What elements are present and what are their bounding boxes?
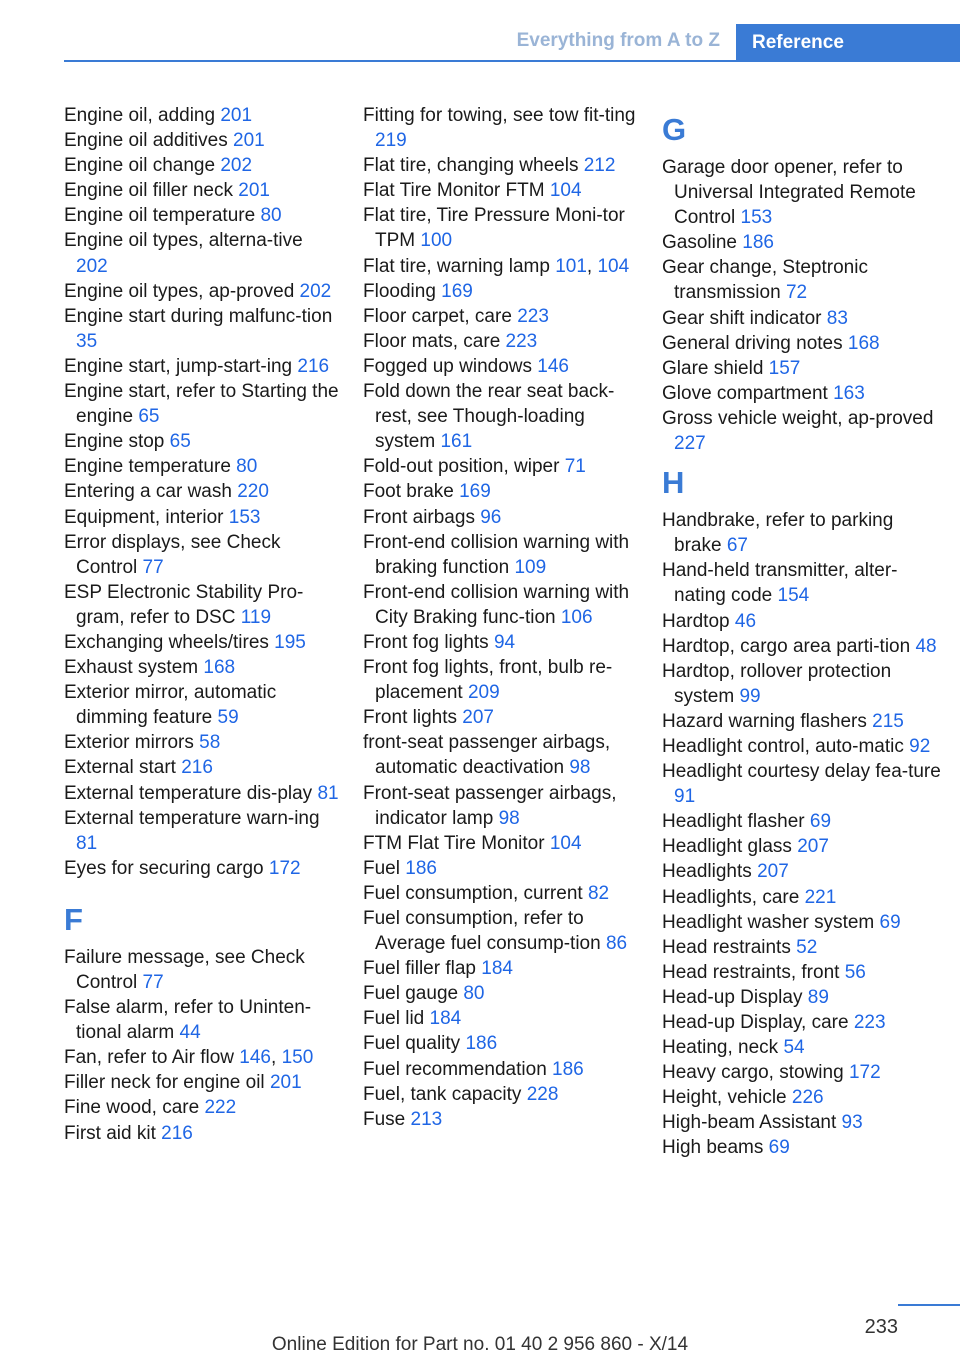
index-entry	[363, 479, 638, 504]
page-link[interactable]: 186	[465, 1033, 498, 1055]
index-entry	[662, 1060, 942, 1085]
index-term: Engine oil temperature	[64, 205, 256, 227]
page-link[interactable]: 81	[76, 832, 98, 854]
page-link[interactable]: 154	[777, 585, 810, 607]
page-link[interactable]: 201	[269, 1072, 302, 1094]
index-entry	[64, 279, 339, 304]
index-term: Front-end collision warning with City Braking func-tion	[363, 581, 630, 628]
index-entry	[363, 981, 638, 1006]
index-entry	[363, 354, 638, 379]
index-term: Exhaust system	[64, 657, 199, 679]
index-entry	[64, 429, 339, 454]
index-term: High-beam Assistant	[662, 1112, 837, 1134]
index-entry	[662, 734, 942, 759]
index-entry	[662, 659, 942, 709]
index-entry	[363, 1006, 638, 1031]
index-entry	[662, 709, 942, 734]
index-entry	[662, 1085, 942, 1110]
index-term: Engine oil change	[64, 155, 216, 177]
page-link[interactable]: 223	[517, 305, 549, 327]
index-term: Engine stop	[64, 431, 165, 453]
page-link[interactable]: 223	[853, 1012, 886, 1033]
index-term: Fitting for towing, see tow fit-ting	[363, 105, 636, 126]
section-letter: G	[662, 112, 687, 147]
page-link[interactable]: 56	[844, 961, 866, 983]
page-link[interactable]: 216	[297, 355, 330, 377]
section-title: Everything from A to Z	[516, 30, 720, 51]
page-link[interactable]: 207	[757, 861, 789, 883]
page-link[interactable]: 104	[549, 180, 582, 202]
page-link[interactable]: 71	[564, 456, 586, 478]
index-entry: Fan, refer to Air flow 146, 150	[64, 1047, 314, 1069]
index-entry	[363, 203, 638, 253]
index-entry	[363, 655, 638, 705]
page-link[interactable]: 172	[268, 857, 301, 879]
index-term: Hardtop	[662, 610, 730, 632]
page-link[interactable]: 96	[480, 506, 502, 528]
index-term: Hand-held transmitter, alter-nating code	[662, 560, 898, 607]
page-link[interactable]: 168	[847, 332, 880, 354]
index-entry	[363, 856, 638, 881]
page-link[interactable]: 77	[142, 556, 164, 578]
index-entry	[363, 781, 638, 831]
index-term: Headlight washer system	[662, 911, 875, 933]
index-column-3	[662, 103, 942, 1161]
index-entry	[662, 1010, 942, 1035]
index-entry	[64, 379, 339, 429]
page-link[interactable]: 227	[674, 433, 706, 455]
index-entry	[662, 935, 942, 960]
index-entry	[363, 1031, 638, 1056]
index-entry	[363, 379, 638, 454]
index-entry	[662, 155, 942, 230]
page-link[interactable]: 94	[493, 631, 516, 653]
page-link[interactable]: 195	[274, 631, 306, 653]
page-link[interactable]: 202	[220, 155, 253, 177]
index-entry	[662, 558, 942, 608]
index-entry	[363, 1082, 638, 1107]
section-letter: H	[662, 465, 685, 501]
index-term: ESP Electronic Stability Pro-gram, refer to DSC	[64, 581, 304, 628]
page-link[interactable]: 59	[217, 707, 239, 729]
page-link[interactable]: 186	[552, 1058, 584, 1080]
index-term: General driving notes	[662, 332, 843, 354]
page-link[interactable]: 207	[462, 707, 494, 729]
index-entry	[363, 1057, 638, 1082]
index-term: Flat tire, changing wheels	[363, 155, 579, 177]
page-link[interactable]: 48	[915, 635, 937, 657]
index-entry	[662, 331, 942, 356]
index-term: Engine oil types, alterna-tive	[64, 230, 303, 252]
index-entry	[64, 479, 339, 504]
page-link[interactable]: 119	[240, 606, 272, 628]
index-term: Flooding	[363, 280, 436, 302]
index-entry	[662, 1135, 942, 1160]
index-term: Handbrake, refer to parking brake	[662, 510, 894, 557]
page-link[interactable]: 146	[537, 355, 569, 377]
index-entry	[64, 505, 339, 530]
index-entry	[64, 354, 339, 379]
index-entry	[662, 406, 942, 456]
page-link[interactable]: 146	[239, 1047, 271, 1069]
index-term: Gasoline	[662, 232, 737, 254]
index-term: Front fog lights	[363, 631, 489, 653]
page-link[interactable]: 163	[833, 382, 865, 404]
page-link[interactable]: 80	[463, 983, 485, 1005]
page-link[interactable]: 221	[804, 886, 837, 908]
page-link[interactable]: 202	[76, 255, 108, 277]
edition-footer: Online Edition for Part no. 01 40 2 956 860 - X/14	[271, 1334, 689, 1355]
page-number: 233	[864, 1316, 898, 1338]
index-term: Hazard warning flashers	[662, 710, 867, 732]
index-term: Head-up Display	[662, 986, 803, 1008]
page-link[interactable]: 213	[410, 1108, 443, 1130]
index-entry	[662, 255, 942, 305]
index-term: Heavy cargo, stowing	[662, 1062, 844, 1084]
page-link[interactable]: 207	[797, 836, 829, 858]
page-link[interactable]: 93	[841, 1112, 863, 1134]
index-term: Head-up Display, care	[662, 1012, 849, 1033]
page-link[interactable]: 69	[809, 811, 832, 833]
index-term: Gear change, Steptronic transmission	[662, 257, 868, 304]
page-link[interactable]: 52	[796, 936, 818, 958]
page-link[interactable]: 80	[260, 205, 282, 227]
index-term: External start	[64, 757, 176, 779]
section-letter: F	[64, 901, 83, 937]
index-term: Fuel	[363, 857, 400, 879]
page-link[interactable]: 153	[740, 207, 773, 229]
index-term: Headlight control, auto-matic	[662, 735, 904, 757]
reference-tab: Reference	[736, 24, 960, 62]
page-link[interactable]: 65	[169, 431, 191, 453]
footer-rule	[898, 1304, 960, 1306]
index-term: Headlights	[662, 861, 752, 883]
page-link[interactable]: 81	[317, 782, 339, 804]
index-term: Flat Tire Monitor FTM	[363, 180, 545, 202]
page-link[interactable]: 150	[281, 1047, 314, 1069]
index-entry	[662, 356, 942, 381]
index-term: Fuel recommendation	[363, 1058, 547, 1080]
index-term: Eyes for securing cargo	[64, 857, 264, 879]
page-link[interactable]: 104	[597, 255, 630, 277]
page-link[interactable]: 209	[467, 682, 500, 704]
index-term: Hardtop, cargo area parti-tion	[662, 635, 911, 657]
index-term: Head restraints, front	[662, 961, 840, 983]
index-entry	[662, 885, 942, 910]
index-term: Exchanging wheels/tires	[64, 631, 269, 653]
page-link[interactable]: 72	[785, 282, 808, 304]
index-entry	[363, 831, 638, 856]
index-entry	[64, 856, 339, 881]
index-term: External temperature dis-play	[64, 782, 313, 804]
index-entry	[64, 680, 339, 730]
index-term: Flat tire, Tire Pressure Moni-tor TPM	[363, 205, 625, 252]
index-entry	[64, 730, 339, 755]
index-term: Headlights, care	[662, 886, 800, 908]
page-link[interactable]: 201	[238, 180, 270, 202]
index-entry	[363, 906, 638, 956]
page-link[interactable]: 46	[734, 610, 757, 632]
page-link[interactable]: 98	[498, 807, 520, 829]
page-link[interactable]: 216	[161, 1122, 193, 1144]
index-entry	[662, 759, 942, 809]
index-entry	[64, 1095, 339, 1120]
index-term: Engine oil, adding	[64, 105, 216, 126]
page-link[interactable]: 172	[848, 1062, 881, 1084]
index-entry	[64, 103, 339, 128]
page-link[interactable]: 54	[783, 1037, 805, 1059]
page-link[interactable]: 201	[233, 130, 265, 152]
page-link[interactable]: 184	[429, 1008, 462, 1030]
index-entry	[64, 806, 339, 856]
index-entry	[363, 730, 638, 780]
index-entry	[363, 454, 638, 479]
page-link[interactable]: 161	[440, 431, 473, 453]
index-entry	[363, 279, 638, 304]
index-term: Heating, neck	[662, 1037, 779, 1059]
page-link[interactable]: 215	[872, 710, 904, 732]
index-entry	[64, 228, 339, 278]
index-entry	[363, 505, 638, 530]
page-link[interactable]: 226	[791, 1087, 824, 1109]
index-entry: Flat tire, warning lamp 101, 104	[363, 255, 630, 277]
index-entry	[64, 1121, 339, 1146]
index-term: External temperature warn-ing	[64, 807, 320, 829]
page-link[interactable]: 82	[587, 882, 610, 904]
page-link[interactable]: 202	[299, 280, 332, 302]
index-term: False alarm, refer to Uninten-tional alarm	[64, 997, 312, 1044]
index-term: Error displays, see Check Control	[64, 531, 281, 578]
page-link[interactable]: 168	[203, 657, 236, 679]
index-term: Fuel consumption, current	[363, 882, 583, 904]
index-term: Flat tire, warning lamp	[363, 255, 550, 277]
page-link[interactable]: 77	[142, 972, 164, 993]
index-entry	[64, 178, 339, 203]
page-link[interactable]: 169	[441, 280, 473, 302]
index-term: Glare shield	[662, 357, 764, 379]
index-term: Front fog lights, front, bulb re-placement	[363, 657, 613, 704]
index-term: Hardtop, rollover protection system	[662, 660, 892, 707]
page-link[interactable]: 153	[228, 506, 261, 528]
index-entry	[363, 956, 638, 981]
index-term: First aid kit	[64, 1122, 156, 1144]
index-entry	[64, 153, 339, 178]
page-link[interactable]: 89	[807, 986, 829, 1008]
index-entry	[662, 960, 942, 985]
page-link[interactable]: 58	[199, 732, 221, 754]
index-entry	[662, 609, 942, 634]
page-link[interactable]: 86	[605, 933, 628, 955]
index-term: Floor mats, care	[363, 330, 501, 352]
page-link[interactable]: 69	[879, 911, 901, 933]
index-entry	[64, 580, 339, 630]
index-term: High beams	[662, 1137, 764, 1159]
index-term: Exterior mirror, automatic dimming feature	[64, 682, 277, 729]
page-link[interactable]: 67	[726, 535, 748, 557]
index-entry	[662, 1110, 942, 1135]
page-link[interactable]: 100	[420, 230, 453, 252]
index-entry	[64, 1070, 339, 1095]
index-entry	[363, 304, 638, 329]
index-entry	[64, 630, 339, 655]
page-link[interactable]: 80	[236, 456, 258, 478]
index-term: Fold-out position, wiper	[363, 456, 560, 478]
index-entry	[64, 945, 339, 995]
index-term: Headlight glass	[662, 836, 792, 858]
page-link[interactable]: 65	[138, 406, 160, 428]
index-entry	[363, 1107, 638, 1132]
index-term: Engine oil filler neck	[64, 180, 233, 202]
index-entry	[363, 530, 638, 580]
index-entry	[363, 580, 638, 630]
page-link[interactable]: 44	[179, 1022, 201, 1044]
index-term: Gross vehicle weight, ap-proved	[662, 407, 934, 429]
index-entry	[662, 508, 942, 558]
index-term: Exterior mirrors	[64, 732, 194, 754]
index-term: Fuse	[363, 1108, 406, 1130]
page-link[interactable]: 186	[742, 232, 774, 254]
index-term: Fuel consumption, refer to Average fuel consump-tion	[363, 908, 601, 955]
index-term: Front-seat passenger airbags, indicator lamp	[363, 782, 617, 829]
index-entry	[363, 881, 638, 906]
page-link[interactable]: 169	[459, 481, 491, 503]
index-term: Headlight courtesy delay fea-ture	[662, 761, 941, 783]
page-link[interactable]: 91	[674, 786, 696, 808]
index-entry	[64, 203, 339, 228]
index-term: Engine oil types, ap-proved	[64, 280, 295, 302]
page-link[interactable]: 69	[768, 1137, 790, 1159]
index-term: front-seat passenger airbags, automatic deactivation	[363, 732, 611, 779]
index-term: Fuel, tank capacity	[363, 1083, 522, 1105]
index-term: Fan, refer to Air flow	[64, 1047, 235, 1069]
index-term: Engine temperature	[64, 456, 231, 478]
page-link[interactable]: 101	[555, 255, 587, 277]
page-link[interactable]: 220	[237, 481, 269, 503]
index-term: Fuel quality	[363, 1033, 461, 1055]
page-link[interactable]: 109	[514, 556, 547, 578]
index-term: Engine start during malfunc-tion	[64, 305, 333, 327]
index-term: Filler neck for engine oil	[64, 1072, 265, 1094]
index-entry	[662, 809, 942, 834]
index-term: Front-end collision warning with braking function	[363, 531, 630, 578]
page-link[interactable]: 106	[560, 606, 593, 628]
page-link[interactable]: 99	[739, 685, 761, 707]
index-term: Floor carpet, care	[363, 305, 512, 327]
index-term: Gear shift indicator	[662, 307, 822, 329]
index-term: Fine wood, care	[64, 1097, 200, 1119]
index-entry	[363, 329, 638, 354]
index-term: Garage door opener, refer to Universal Integrated Remote Control	[662, 157, 916, 229]
page-link[interactable]: 184	[481, 958, 513, 980]
page-link[interactable]: 98	[569, 757, 591, 779]
index-term: Front airbags	[363, 506, 475, 528]
page-link[interactable]: 223	[505, 330, 538, 352]
index-entry	[363, 153, 638, 178]
index-term: Failure message, see Check Control	[64, 946, 305, 993]
index-entry	[363, 178, 638, 203]
index-entry	[662, 985, 942, 1010]
index-term: Front lights	[363, 707, 457, 729]
page-link[interactable]: 83	[826, 307, 848, 329]
page-link[interactable]: 216	[181, 757, 213, 779]
page-link[interactable]: 92	[909, 735, 931, 757]
index-term: Foot brake	[363, 481, 454, 503]
page-link[interactable]: 201	[220, 105, 253, 126]
index-term: Engine oil additives	[64, 130, 228, 152]
index-column-2	[363, 103, 638, 1132]
page-link[interactable]: 186	[405, 857, 437, 879]
index-term: Engine start, refer to Starting the engine	[64, 381, 339, 428]
index-term: Headlight flasher	[662, 811, 805, 833]
index-entry	[662, 306, 942, 331]
index-entry	[64, 304, 339, 354]
index-term: Engine start, jump-start-ing	[64, 355, 293, 377]
index-entry	[662, 634, 942, 659]
index-entry	[662, 230, 942, 255]
index-term: Fuel lid	[363, 1008, 425, 1030]
index-entry	[64, 128, 339, 153]
page-link[interactable]: 228	[526, 1083, 559, 1105]
index-term: Fuel filler flap	[363, 958, 476, 980]
index-entry	[64, 454, 339, 479]
page-link[interactable]: 212	[583, 155, 616, 177]
index-entry	[64, 655, 339, 680]
index-column-1	[64, 103, 339, 1146]
index-entry	[662, 910, 942, 935]
page-link[interactable]: 222	[204, 1097, 237, 1119]
index-entry	[363, 630, 638, 655]
page-link[interactable]: 219	[375, 130, 407, 152]
index-entry	[64, 755, 339, 780]
index-entry	[662, 834, 942, 859]
index-entry	[662, 1035, 942, 1060]
page-link[interactable]: 35	[76, 330, 98, 352]
index-entry	[64, 781, 339, 806]
index-term: Equipment, interior	[64, 506, 224, 528]
page-link[interactable]: 104	[549, 832, 582, 854]
index-entry	[363, 103, 638, 153]
index-term: Glove compartment	[662, 382, 828, 404]
index-entry	[363, 705, 638, 730]
index-entry	[662, 381, 942, 406]
index-term: Fogged up windows	[363, 355, 532, 377]
page-link[interactable]: 157	[768, 357, 801, 379]
index-term: Head restraints	[662, 936, 791, 958]
index-term: Height, vehicle	[662, 1087, 787, 1109]
index-term: Fold down the rear seat back-rest, see Though-loading system	[363, 381, 615, 453]
index-entry	[662, 859, 942, 884]
index-entry	[64, 995, 339, 1045]
index-term: Fuel gauge	[363, 983, 459, 1005]
index-term: FTM Flat Tire Monitor	[363, 832, 545, 854]
index-entry	[64, 530, 339, 580]
index-term: Entering a car wash	[64, 481, 232, 503]
